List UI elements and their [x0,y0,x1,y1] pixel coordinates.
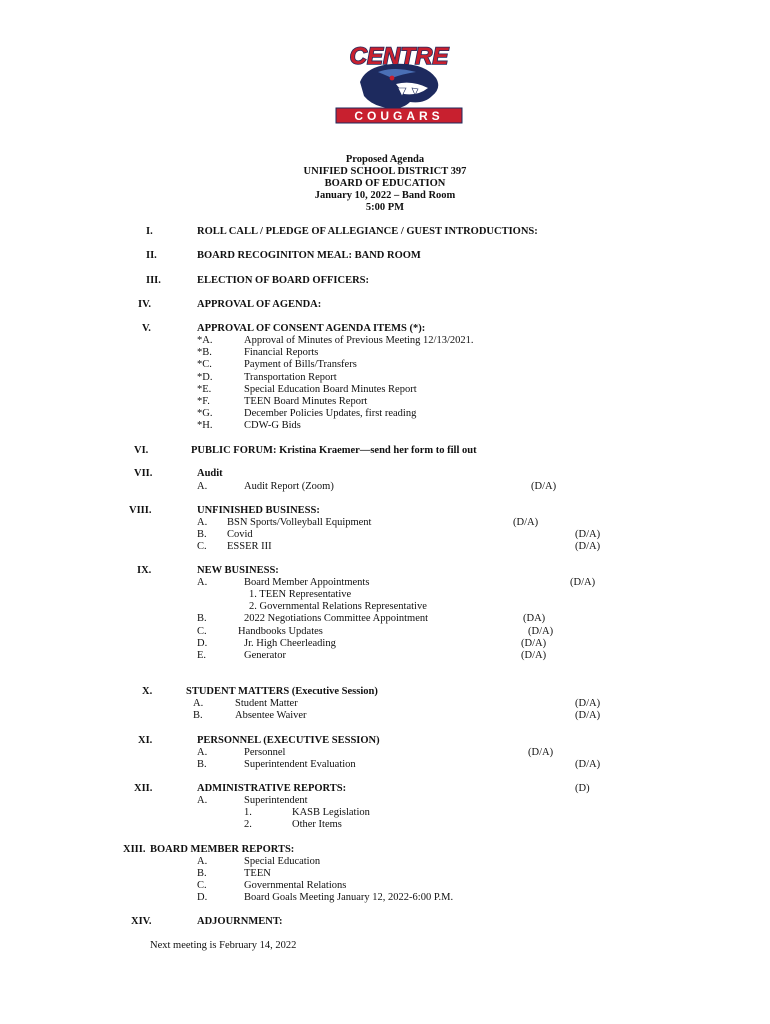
item-tag: (D/A) [521,650,547,661]
item-letter: A. [197,747,208,758]
section-number: IX. [137,565,152,576]
section-title: APPROVAL OF AGENDA: [197,299,322,310]
item-letter: *C. [197,359,212,370]
section-title: APPROVAL OF CONSENT AGENDA ITEMS (*): [197,323,426,334]
meeting-time: 5:00 PM [365,202,405,213]
item-text: Board Goals Meeting January 12, 2022-6:00 P.M. [244,892,454,903]
item-tag: (D/A) [528,747,554,758]
section-title: BOARD MEMBER REPORTS: [150,844,295,855]
item-text: TEEN Board Minutes Report [244,396,368,407]
section-title: PERSONNEL (EXECUTIVE SESSION) [197,735,380,746]
meeting-date-location: January 10, 2022 – Band Room [314,190,456,201]
item-letter: B. [197,613,207,624]
section-title: PUBLIC FORUM: Kristina Kraemer—send her form to fill out [191,445,477,456]
item-letter: *D. [197,372,213,383]
item-letter: C. [197,541,207,552]
cougar-head-icon [360,64,438,109]
item-letter: A. [197,795,208,806]
section-number: XI. [138,735,153,746]
item-text: Financial Reports [244,347,319,358]
item-letter: A. [197,577,208,588]
sub-item-text: 1. TEEN Representative [249,589,352,600]
section-number: X. [142,686,153,697]
section-title: BOARD RECOGINITON MEAL: BAND ROOM [197,250,421,261]
item-text: Audit Report (Zoom) [244,481,334,492]
section-number: VIII. [129,505,152,516]
item-text: Student Matter [235,698,298,709]
item-text: Covid [227,529,253,540]
item-letter: *H. [197,420,213,431]
section-number: V. [142,323,151,334]
sub-item-text: 2. Governmental Relations Representative [249,601,427,612]
item-text: Payment of Bills/Transfers [244,359,357,370]
sub-item-text: KASB Legislation [292,807,370,818]
district-name: UNIFIED SCHOOL DISTRICT 397 [303,166,467,177]
item-letter: E. [197,650,207,661]
section-title: ELECTION OF BOARD OFFICERS: [197,275,370,286]
item-tag: (D/A) [521,638,547,649]
item-text: BSN Sports/Volleyball Equipment [227,517,372,528]
section-title: NEW BUSINESS: [197,565,279,576]
section-number: II. [146,250,157,261]
item-tag: (D/A) [575,529,601,540]
item-tag: (D/A) [570,577,596,588]
section-number: XIII. [123,844,146,855]
section-number: VII. [134,468,153,479]
item-letter: A. [197,856,208,867]
item-text: Transportation Report [244,372,337,383]
section-title: Audit [197,468,223,479]
item-text: 2022 Negotiations Committee Appointment [244,613,429,624]
next-meeting-note: Next meeting is February 14, 2022 [150,940,297,951]
item-tag: (D/A) [575,759,601,770]
item-text: Generator [244,650,286,661]
item-letter: A. [197,517,208,528]
item-tag: (D/A) [575,710,601,721]
item-letter: B. [193,710,203,721]
section-title: UNFINISHED BUSINESS: [197,505,320,516]
item-letter: *G. [197,408,213,419]
item-tag: (D/A) [528,626,554,637]
section-number: XIV. [131,916,152,927]
centre-cougars-logo [332,38,466,126]
item-text: December Policies Updates, first reading [244,408,417,419]
item-text: Personnel [244,747,286,758]
section-number: IV. [138,299,151,310]
item-text: Superintendent [244,795,308,806]
item-tag: (D/A) [531,481,557,492]
item-letter: B. [197,529,207,540]
agenda-title: Proposed Agenda [345,154,425,165]
item-letter: D. [197,638,208,649]
item-text: ESSER III [227,541,272,552]
item-tag: (DA) [523,613,546,624]
sub-item-number: 1. [244,807,252,818]
section-title: STUDENT MATTERS (Executive Session) [186,686,378,697]
item-tag: (D/A) [575,541,601,552]
item-text: CDW-G Bids [244,420,301,431]
board-name: BOARD OF EDUCATION [324,178,446,189]
sub-item-number: 2. [244,819,252,830]
item-text: Handbooks Updates [238,626,323,637]
item-letter: *B. [197,347,212,358]
item-letter: C. [197,880,207,891]
svg-text:COUGARS: COUGARS [354,109,444,123]
sub-item-text: Other Items [292,819,342,830]
item-tag: (D/A) [575,698,601,709]
section-title: ADJOURNMENT: [197,916,283,927]
section-tag: (D) [575,783,590,794]
section-number: XII. [134,783,153,794]
item-letter: B. [197,759,207,770]
item-text: Governmental Relations [244,880,347,891]
item-text: Special Education Board Minutes Report [244,384,417,395]
item-letter: *E. [197,384,212,395]
item-letter: B. [197,868,207,879]
item-tag: (D/A) [513,517,539,528]
section-title: ADMINISTRATIVE REPORTS: [197,783,347,794]
item-text: Special Education [244,856,321,867]
section-number: VI. [134,445,149,456]
item-letter: C. [197,626,207,637]
svg-text:CENTRE: CENTRE [349,43,449,70]
section-number: III. [146,275,161,286]
item-letter: *F. [197,396,210,407]
item-text: Absentee Waiver [235,710,307,721]
item-text: TEEN [244,868,271,879]
item-letter: *A. [197,335,213,346]
item-letter: D. [197,892,208,903]
item-text: Superintendent Evaluation [244,759,356,770]
section-title: ROLL CALL / PLEDGE OF ALLEGIANCE / GUEST INTRODUCTIONS: [197,226,538,237]
item-letter: A. [193,698,204,709]
item-text: Jr. High Cheerleading [244,638,336,649]
item-text: Approval of Minutes of Previous Meeting 12/13/2021. [244,335,474,346]
item-text: Board Member Appointments [244,577,370,588]
section-number: I. [146,226,153,237]
item-letter: A. [197,481,208,492]
